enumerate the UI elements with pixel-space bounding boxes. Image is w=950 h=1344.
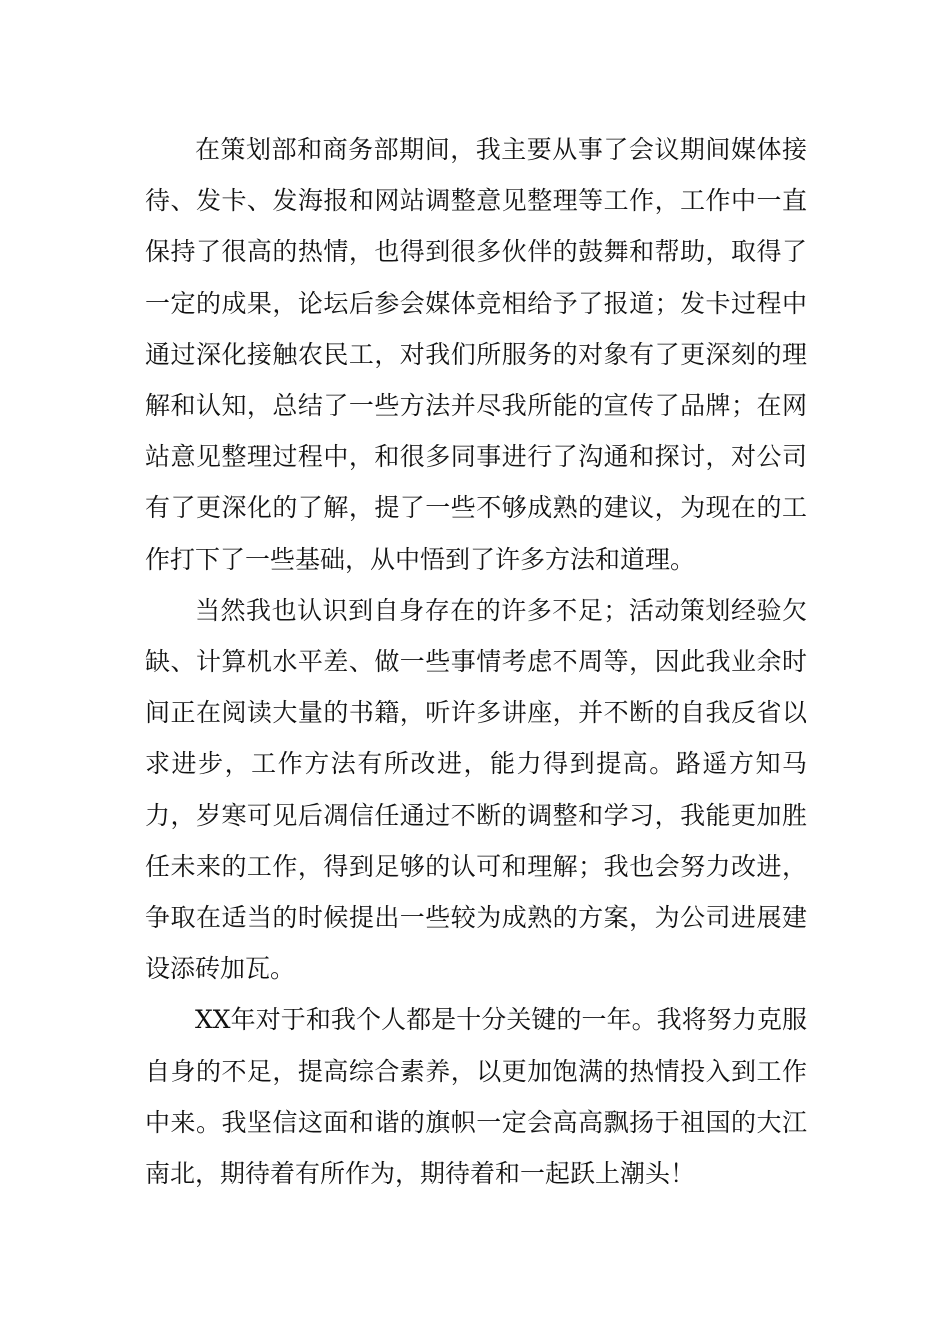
paragraph-1: 在策划部和商务部期间，我主要从事了会议期间媒体接待、发卡、发海报和网站调整意见整理等工作，工作中一直保持了很高的热情，也得到很多伙伴的鼓舞和帮助，取得了一定的成果，论坛后参会媒体竞相给予了报道；发卡过程中通过深化接触农民工，对我们所服务的对象有了更深刻的理解和认知，总结了一些方法并尽我所能的宣传了品牌；在网站意见整理过程中，和很多同事进行了沟通和探讨，对公司有了更深化的了解，提了一些不够成熟的建议，为现在的工作打下了一些基础，从中悟到了许多方法和道理。 bbox=[145, 135, 807, 574]
paragraph-2: 当然我也认识到自身存在的许多不足；活动策划经验欠缺、计算机水平差、做一些事情考虑不周等，因此我业余时间正在阅读大量的书籍，听许多讲座，并不断的自我反省以求进步，工作方法有所改进，能力得到提高。路遥方知马力，岁寒可见后凋信任通过不断的调整和学习，我能更加胜任未来的工作，得到足够的认可和理解；我也会努力改进，争取在适当的时候提出一些较为成熟的方案，为公司进展建设添砖加瓦。 bbox=[145, 595, 807, 984]
paragraph-3: XX年对于和我个人都是十分关键的一年。我将努力克服自身的不足，提高综合素养，以更加饱满的热情投入到工作中来。我坚信这面和谐的旗帜一定会高高飘扬于祖国的大江南北，期待着有所作为，期待着和一起跃上潮头！ bbox=[145, 1005, 807, 1189]
document-body bbox=[145, 124, 807, 1199]
